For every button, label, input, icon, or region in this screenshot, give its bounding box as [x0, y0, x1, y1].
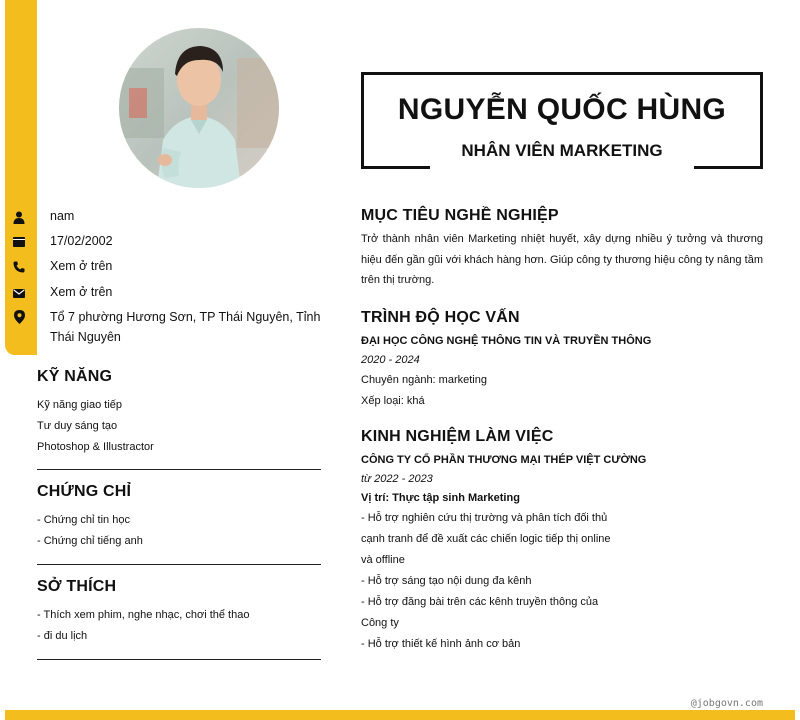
hobby-item: - đi du lịch — [37, 630, 88, 642]
watermark: @jobgovn.com — [690, 698, 763, 709]
contact-birthdate — [5, 231, 325, 256]
skills-list — [37, 395, 321, 458]
box-border-gap — [430, 166, 694, 169]
phone-icon — [12, 260, 26, 274]
contact-gender — [5, 206, 325, 231]
certificates-heading: CHỨNG CHỈ — [37, 483, 132, 500]
experience-section — [361, 428, 763, 655]
envelope-icon — [12, 286, 26, 300]
hobbies-list — [37, 605, 321, 647]
divider — [37, 564, 321, 565]
objective-heading: MỤC TIÊU NGHỀ NGHIỆP — [361, 207, 559, 224]
person-icon — [12, 210, 26, 224]
contact-list — [5, 206, 325, 347]
skill-item: Kỹ năng giao tiếp — [37, 399, 123, 411]
experience-period: từ 2022 - 2023 — [361, 473, 433, 485]
experience-line: - Hỗ trợ thiết kế hình ảnh cơ bản — [361, 638, 521, 650]
skill-item: Tư duy sáng tạo — [37, 420, 118, 432]
experience-line: cạnh tranh để đề xuất các chiến logic tiếp thị online — [361, 533, 611, 545]
profile-photo — [119, 28, 279, 188]
experience-heading: KINH NGHIỆM LÀM VIỆC — [361, 428, 554, 445]
certificate-item: - Chứng chỉ tin học — [37, 514, 130, 526]
certificate-item: - Chứng chỉ tiếng anh — [37, 535, 143, 547]
divider — [37, 469, 321, 470]
hobby-item: - Thích xem phim, nghe nhạc, chơi thể thao — [37, 609, 250, 621]
objective-section — [361, 207, 763, 291]
skills-heading: KỸ NĂNG — [37, 368, 113, 385]
education-heading: TRÌNH ĐỘ HỌC VẤN — [361, 309, 520, 326]
certificates-list — [37, 510, 321, 552]
contact-address-text: Tổ 7 phường Hương Sơn, TP Thái Nguyên, Tỉnh Thái Nguyên — [50, 310, 321, 344]
experience-company: CÔNG TY CỔ PHẦN THƯƠNG MẠI THÉP VIỆT CƯỜNG — [361, 454, 647, 466]
contact-gender-text: nam — [50, 209, 75, 223]
contact-email — [5, 282, 325, 307]
accent-bottom-bar — [5, 710, 795, 720]
skills-section — [37, 368, 321, 458]
location-pin-icon — [12, 310, 26, 324]
divider — [37, 659, 321, 660]
contact-birthdate-text: 17/02/2002 — [50, 234, 113, 248]
contact-phone-text: Xem ở trên — [50, 259, 113, 273]
experience-line: - Hỗ trợ nghiên cứu thị trường và phân tích đối thủ — [361, 512, 608, 524]
education-school: ĐẠI HỌC CÔNG NGHỆ THÔNG TIN VÀ TRUYỀN THÔNG — [361, 335, 652, 347]
experience-position: Vị trí: Thực tập sinh Marketing — [361, 492, 520, 504]
contact-phone — [5, 256, 325, 282]
experience-line: - Hỗ trợ sáng tạo nội dung đa kênh — [361, 575, 532, 587]
person-name: NGUYỄN QUỐC HÙNG — [397, 93, 727, 126]
education-major: Chuyên ngành: marketing — [361, 374, 487, 386]
education-period: 2020 - 2024 — [361, 354, 420, 366]
education-grade: Xếp loại: khá — [361, 395, 425, 407]
contact-email-text: Xem ở trên — [50, 285, 113, 299]
certificates-section — [37, 483, 321, 552]
objective-text: Trở thành nhân viên Marketing nhiệt huyết, xây dựng nhiều ý tưởng và thương hiệu đến gần gũi với khách hàng hơn. Giúp công ty thương hiệu công ty nâng tầm trên thị trường. — [361, 233, 763, 286]
experience-line: - Hỗ trợ đăng bài trên các kênh truyền thông của — [361, 596, 599, 608]
experience-line: và offline — [361, 554, 405, 566]
hobbies-heading: SỞ THÍCH — [37, 578, 117, 595]
contact-address — [5, 307, 325, 347]
name-header-box — [361, 72, 763, 169]
skill-item: Photoshop & Illustractor — [37, 441, 154, 453]
education-section — [361, 309, 763, 412]
experience-line: Công ty — [361, 617, 399, 629]
job-title: NHÂN VIÊN MARKETING — [461, 141, 663, 160]
hobbies-section — [37, 578, 321, 647]
calendar-icon — [12, 235, 26, 249]
